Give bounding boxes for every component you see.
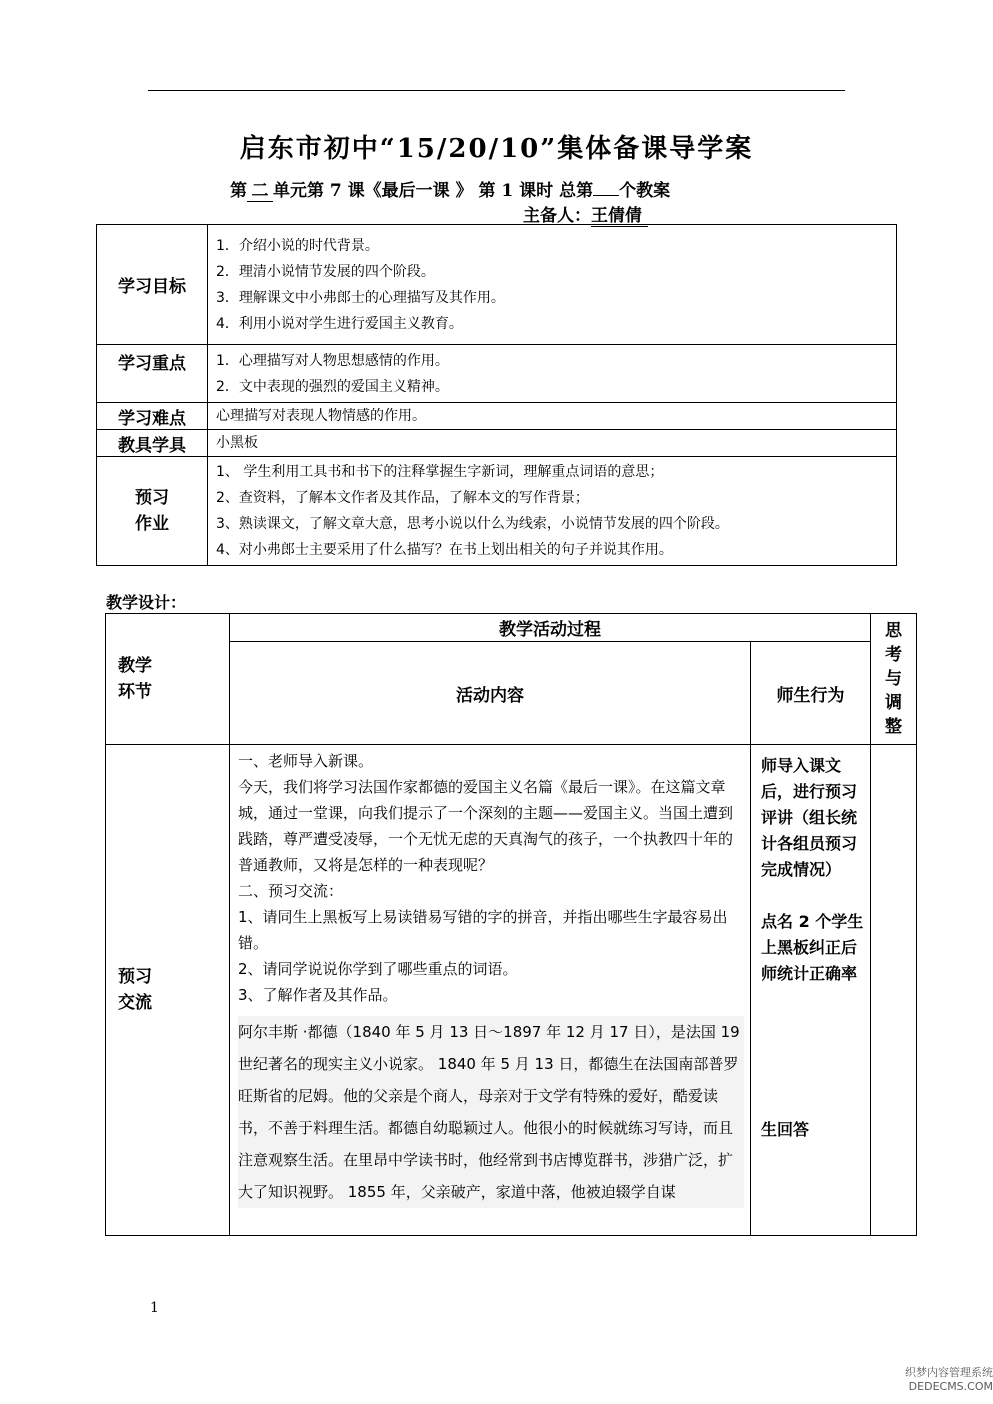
row-content — [208, 457, 897, 566]
header-section — [106, 614, 230, 745]
header-process: 教学活动过程 — [230, 614, 871, 642]
header-char: 调 — [885, 693, 902, 713]
content-paragraph: 3、了解作者及其作品。 — [238, 986, 398, 1004]
header-content: 活动内容 — [230, 642, 751, 745]
lesson-middle: 单元第 7 课《最后一课 》 第 1 课时 总第 — [273, 181, 594, 201]
table-row — [97, 430, 897, 457]
header-rule — [148, 90, 845, 91]
header-think — [871, 614, 917, 745]
lesson-suffix: 个教案 — [619, 181, 671, 201]
behavior-note: 生回答 — [761, 1120, 810, 1139]
table-header-row — [106, 614, 917, 642]
row-content — [208, 403, 897, 430]
list-item: 1、 学生利用工具书和书下的注释掌握生字新词，理解重点词语的意思； — [216, 464, 664, 480]
behavior-cell — [751, 745, 871, 1236]
section-line: 交流 — [118, 993, 152, 1013]
row-label: 教具学具 — [97, 430, 208, 457]
activity-content — [230, 745, 751, 1236]
page-number: 1 — [150, 1300, 159, 1316]
content-paragraph: 一、老师导入新课。 — [238, 752, 374, 770]
author-quote: 阿尔丰斯 ·都德（1840 年 5 月 13 日～1897 年 12 月 17 日），是法国 19 世纪著名的现实主义小说家。 1840 年 5 月 13 日，都德生在法国南部普罗旺斯省的尼姆。他的父亲是个商人，母亲对于文学有特殊的爱好，酷爱读书，不善于料理生活。都德自幼聪颖过人。他很小的时候就练习写诗，而且注意观察生活。在里昂中学读书时，他经常到书店博览群书，涉猎广泛，扩大了知识视野。 1855 年，父亲破产，家道中落，他被迫辍学自谋 — [238, 1016, 744, 1208]
watermark-line: 织梦内容管理系统 — [905, 1366, 993, 1379]
list-item: 4、对小弗郎士主要采用了什么描写？在书上划出相关的句子并说其作用。 — [216, 542, 673, 558]
row-label: 学习难点 — [97, 403, 208, 430]
row-content — [208, 345, 897, 403]
unit-number: 二 — [247, 176, 273, 202]
section-cell — [106, 745, 230, 1236]
list-item: 1．心理描写对人物思想感情的作用。 — [216, 352, 449, 369]
list-item: 2、查资料，了解本文作者及其作品，了解本文的写作背景； — [216, 490, 589, 506]
row-content — [208, 225, 897, 345]
preparer-label: 主备人： — [523, 206, 591, 226]
total-number-blank — [593, 195, 619, 196]
header-char: 与 — [885, 669, 902, 689]
document-title: 启东市初中“15/20/10”集体备课导学案 — [239, 134, 754, 164]
header-char: 整 — [885, 717, 902, 737]
header-line: 环节 — [118, 682, 152, 702]
table-row — [97, 403, 897, 430]
info-table — [96, 224, 897, 566]
content-paragraph: 今天，我们将学习法国作家都德的爱国主义名篇《最后一课》。在这篇文章城，通过一堂课，向我们提示了一个深刻的主题——爱国主义。当国土遭到践踏，尊严遭受凌辱，一个无忧无虑的天真淘气的孩子，一个执教四十年的普通教师，又将是怎样的一种表现呢？ — [238, 778, 734, 874]
think-cell — [871, 745, 917, 1236]
list-item: 小黑板 — [216, 435, 258, 451]
table-row — [97, 225, 897, 345]
behavior-note: 点名 2 个学生上黑板纠正后师统计正确率 — [761, 912, 864, 983]
row-label: 学习重点 — [97, 345, 208, 403]
table-row — [106, 745, 917, 1236]
watermark-line: DEDECMS.COM — [908, 1380, 993, 1393]
behavior-note: 师导入课文后，进行预习评讲（组长统计各组员预习完成情况） — [761, 756, 858, 879]
row-content — [208, 430, 897, 457]
design-table — [105, 613, 917, 1236]
list-item: 3、熟读课文，了解文章大意，思考小说以什么为线索，小说情节发展的四个阶段。 — [216, 516, 729, 532]
lesson-prefix: 第 — [230, 181, 247, 201]
list-item: 心理描写对表现人物情感的作用。 — [216, 408, 426, 424]
lesson-info-line — [230, 176, 670, 202]
list-item: 1．介绍小说的时代背景。 — [216, 237, 379, 254]
preparer-name: 王倩倩 — [591, 206, 648, 227]
content-paragraph: 二、预习交流： — [238, 882, 344, 900]
list-item: 2．文中表现的强烈的爱国主义精神。 — [216, 378, 449, 395]
row-label — [97, 457, 208, 566]
content-paragraph: 2、请同学说说你学到了哪些重点的词语。 — [238, 960, 518, 978]
row-label-line: 预习 — [135, 488, 169, 508]
watermark — [880, 1366, 993, 1394]
list-item: 2．理清小说情节发展的四个阶段。 — [216, 263, 435, 280]
list-item: 3．理解课文中小弗郎士的心理描写及其作用。 — [216, 289, 505, 306]
section-line: 预习 — [118, 967, 152, 987]
preparer-line — [523, 201, 648, 226]
header-line: 教学 — [118, 656, 152, 676]
header-char: 思 — [885, 621, 902, 641]
row-label: 学习目标 — [97, 225, 208, 345]
header-behavior: 师生行为 — [751, 642, 871, 745]
table-row — [97, 345, 897, 403]
table-row — [97, 457, 897, 566]
row-label-line: 作业 — [135, 514, 169, 534]
header-char: 考 — [885, 645, 902, 665]
design-section-label: 教学设计： — [106, 593, 187, 612]
list-item: 4．利用小说对学生进行爱国主义教育。 — [216, 315, 463, 332]
content-paragraph: 1、请同生上黑板写上易读错易写错的字的拼音，并指出哪些生字最容易出错。 — [238, 908, 728, 952]
